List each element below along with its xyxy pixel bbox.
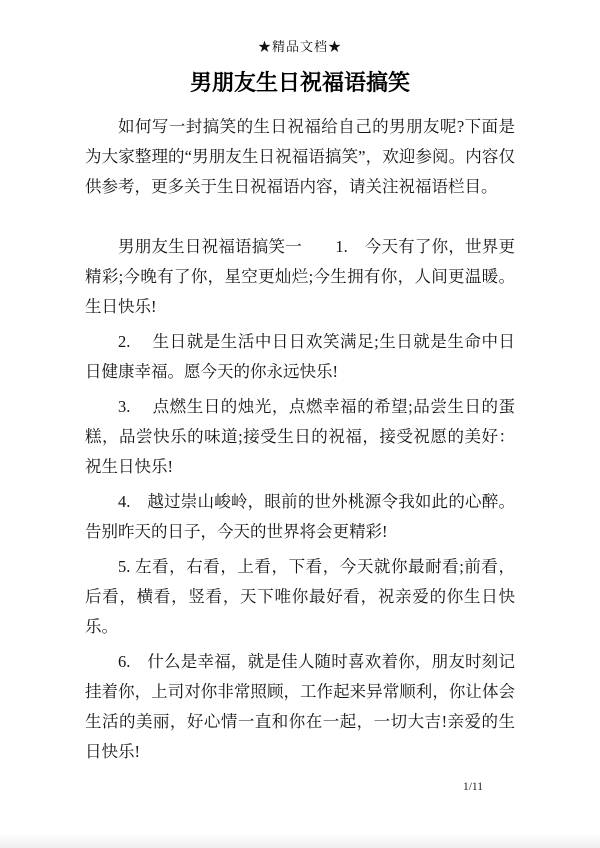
page-number: 1/11 — [462, 781, 483, 793]
page-bottom-shadow — [0, 834, 600, 848]
paragraph-item-2: 2. 生日就是生活中日日欢笑满足;生日就是生命中日日健康幸福。愿今天的你永远快乐! — [85, 332, 515, 381]
header-watermark: ★精品文档★ — [257, 39, 342, 54]
paragraph-item-3: 3. 点燃生日的烛光，点燃幸福的希望;品尝生日的蛋糕，品尝快乐的味道;接受生日的祝福，接受祝愿的美好：祝生日快乐! — [85, 397, 515, 476]
paragraph-item-1: 男朋友生日祝福语搞笑一 1. 今天有了你，世界更精彩;今晚有了你，星空更灿烂;今生拥有你，人间更温暖。生日快乐! — [85, 237, 515, 316]
paragraph-item-5: 5. 左看，右看，上看，下看，今天就你最耐看;前看，后看，横看，竖看，天下唯你最好看，祝亲爱的你生日快乐。 — [85, 557, 515, 636]
paragraph-intro: 如何写一封搞笑的生日祝福给自己的男朋友呢?下面是为大家整理的“男朋友生日祝福语搞笑”，欢迎参阅。内容仅供参考，更多关于生日祝福语内容，请关注祝福语栏目。 — [85, 117, 515, 196]
paragraph-item-4: 4. 越过崇山峻岭，眼前的世外桃源令我如此的心醉。告别昨天的日子，今天的世界将会更精彩! — [85, 492, 515, 541]
page-title: 男朋友生日祝福语搞笑 — [189, 70, 410, 95]
paragraph-item-6: 6. 什么是幸福，就是佳人随时喜欢着你，朋友时刻记挂着你，上司对你非常照顾，工作起来异常顺利，你让体会生活的美丽，好心情一直和你在一起，一切大吉!亲爱的生日快乐! — [85, 652, 515, 761]
